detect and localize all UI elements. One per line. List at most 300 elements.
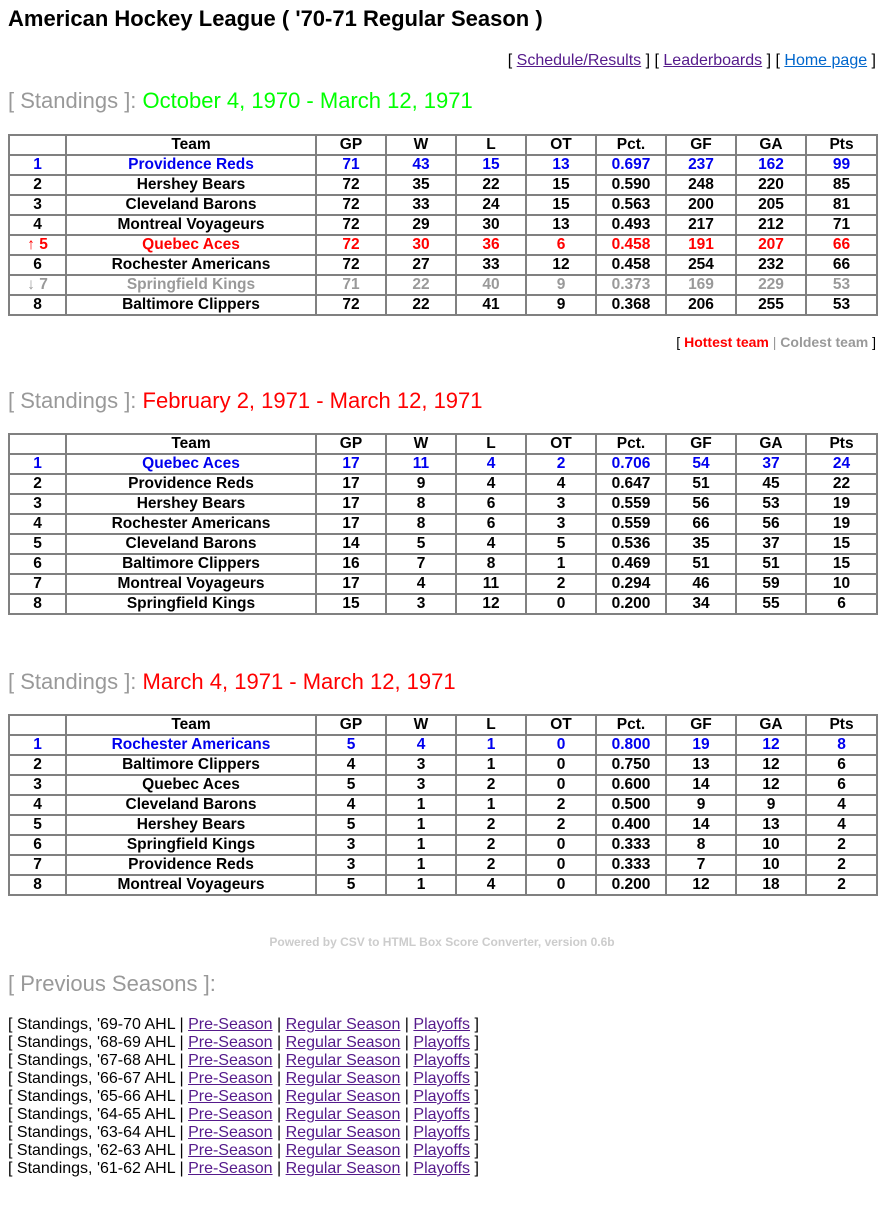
table-row: [9, 775, 877, 795]
ot-cell: 2: [526, 454, 596, 474]
bracket-close: ]: [470, 1034, 479, 1051]
gp-cell: 71: [316, 275, 386, 295]
ot-cell: 2: [526, 795, 596, 815]
season-label: [ Standings, '63-64 AHL |: [8, 1124, 189, 1141]
playoffs-link[interactable]: Playoffs: [413, 1016, 471, 1033]
ot-cell: 2: [526, 574, 596, 594]
rank-cell: [9, 255, 66, 275]
table-row: [9, 815, 877, 835]
gf-cell: 14: [666, 815, 736, 835]
w-cell: 3: [386, 594, 456, 614]
ga-cell: 59: [736, 574, 806, 594]
table-row: [9, 215, 877, 235]
team-cell: Quebec Aces: [66, 775, 316, 795]
pct-cell: 0.559: [596, 514, 666, 534]
ot-cell: 2: [526, 815, 596, 835]
previous-season-row: [8, 1052, 479, 1070]
separator: |: [400, 1124, 414, 1141]
pre-season-link[interactable]: Pre-Season: [188, 1070, 273, 1087]
column-header-pts: Pts: [806, 715, 877, 735]
ot-cell: 0: [526, 735, 596, 755]
ot-cell: 5: [526, 534, 596, 554]
separator: |: [272, 1088, 286, 1105]
ot-cell: 0: [526, 755, 596, 775]
pct-cell: 0.697: [596, 155, 666, 175]
table-row: [9, 835, 877, 855]
legend-bracket: ]: [868, 334, 876, 350]
team-cell: Baltimore Clippers: [66, 295, 316, 315]
pct-cell: 0.800: [596, 735, 666, 755]
pct-cell: 0.559: [596, 494, 666, 514]
rank-value: 1: [33, 736, 42, 753]
pts-cell: 81: [806, 195, 877, 215]
column-header-gp: GP: [316, 135, 386, 155]
gp-cell: 17: [316, 574, 386, 594]
column-header-team: Team: [66, 715, 316, 735]
rank-value: 8: [33, 296, 42, 313]
season-label: [ Standings, '67-68 AHL |: [8, 1052, 189, 1069]
table-row: [9, 155, 877, 175]
ga-cell: 51: [736, 554, 806, 574]
regular-season-link[interactable]: Regular Season: [285, 1160, 401, 1177]
team-cell: Quebec Aces: [66, 235, 316, 255]
pts-cell: 6: [806, 775, 877, 795]
bracket-text: ]: [867, 52, 876, 69]
l-cell: 1: [456, 735, 526, 755]
ot-cell: 1: [526, 554, 596, 574]
playoffs-link[interactable]: Playoffs: [413, 1088, 471, 1105]
team-cell: Montreal Voyageurs: [66, 215, 316, 235]
gf-cell: 12: [666, 875, 736, 895]
separator: |: [272, 1034, 286, 1051]
team-cell: Springfield Kings: [66, 835, 316, 855]
gf-cell: 54: [666, 454, 736, 474]
gp-cell: 15: [316, 594, 386, 614]
table-row: [9, 795, 877, 815]
gp-cell: 5: [316, 735, 386, 755]
team-cell: Springfield Kings: [66, 594, 316, 614]
w-cell: 4: [386, 574, 456, 594]
column-header-l: L: [456, 715, 526, 735]
gp-cell: 16: [316, 554, 386, 574]
column-header-pts: Pts: [806, 135, 877, 155]
gp-cell: 72: [316, 295, 386, 315]
period-range: October 4, 1970 - March 12, 1971: [142, 88, 473, 113]
rank-value: 5: [39, 236, 48, 253]
ga-cell: 12: [736, 755, 806, 775]
previous-season-row: [8, 1034, 479, 1052]
column-header-pct: Pct.: [596, 715, 666, 735]
regular-season-link[interactable]: Regular Season: [285, 1052, 401, 1069]
w-cell: 22: [386, 275, 456, 295]
column-header-rank: [9, 135, 66, 155]
column-header-ga: GA: [736, 434, 806, 454]
team-cell: Rochester Americans: [66, 735, 316, 755]
table-row: [9, 255, 877, 275]
w-cell: 43: [386, 155, 456, 175]
team-cell: Cleveland Barons: [66, 534, 316, 554]
gp-cell: 14: [316, 534, 386, 554]
pre-season-link[interactable]: Pre-Season: [188, 1142, 273, 1159]
pct-cell: 0.590: [596, 175, 666, 195]
column-header-pct: Pct.: [596, 434, 666, 454]
playoffs-link[interactable]: Playoffs: [413, 1070, 471, 1087]
rank-cell: [9, 755, 66, 775]
l-cell: 41: [456, 295, 526, 315]
home-page-link[interactable]: Home page: [784, 52, 868, 69]
pre-season-link[interactable]: Pre-Season: [188, 1052, 273, 1069]
regular-season-link[interactable]: Regular Season: [285, 1034, 401, 1051]
team-cell: Baltimore Clippers: [66, 554, 316, 574]
rank-value: 7: [33, 575, 42, 592]
w-cell: 33: [386, 195, 456, 215]
team-cell: Providence Reds: [66, 155, 316, 175]
ga-cell: 205: [736, 195, 806, 215]
pts-cell: 53: [806, 295, 877, 315]
w-cell: 1: [386, 815, 456, 835]
pts-cell: 53: [806, 275, 877, 295]
rank-cell: [9, 795, 66, 815]
separator: |: [272, 1070, 286, 1087]
standings-label: [ Standings ]:: [8, 388, 137, 413]
pre-season-link[interactable]: Pre-Season: [188, 1160, 273, 1177]
standings-table: [8, 134, 878, 316]
header-row: [9, 715, 877, 735]
ga-cell: 10: [736, 855, 806, 875]
ga-cell: 162: [736, 155, 806, 175]
team-cell: Quebec Aces: [66, 454, 316, 474]
column-header-w: W: [386, 434, 456, 454]
rank-value: 6: [33, 256, 42, 273]
l-cell: 4: [456, 474, 526, 494]
leaderboards-link[interactable]: Leaderboards: [663, 52, 763, 69]
column-header-ot: OT: [526, 434, 596, 454]
gf-cell: 34: [666, 594, 736, 614]
pts-cell: 85: [806, 175, 877, 195]
l-cell: 2: [456, 855, 526, 875]
ot-cell: 0: [526, 835, 596, 855]
l-cell: 40: [456, 275, 526, 295]
ga-cell: 10: [736, 835, 806, 855]
ga-cell: 12: [736, 735, 806, 755]
regular-season-link[interactable]: Regular Season: [285, 1106, 401, 1123]
season-label: [ Standings, '62-63 AHL |: [8, 1142, 189, 1159]
separator: |: [400, 1034, 414, 1051]
gf-cell: 200: [666, 195, 736, 215]
rank-cell: [9, 514, 66, 534]
rank-cell: [9, 454, 66, 474]
pts-cell: 22: [806, 474, 877, 494]
section-heading-since-march: [8, 669, 456, 695]
pts-cell: 66: [806, 255, 877, 275]
pts-cell: 99: [806, 155, 877, 175]
table-row: [9, 454, 877, 474]
gf-cell: 206: [666, 295, 736, 315]
l-cell: 33: [456, 255, 526, 275]
season-label: [ Standings, '65-66 AHL |: [8, 1088, 189, 1105]
separator: |: [272, 1142, 286, 1159]
ga-cell: 255: [736, 295, 806, 315]
pts-cell: 2: [806, 875, 877, 895]
column-header-team: Team: [66, 434, 316, 454]
pct-cell: 0.647: [596, 474, 666, 494]
gf-cell: 51: [666, 554, 736, 574]
l-cell: 4: [456, 454, 526, 474]
ga-cell: 232: [736, 255, 806, 275]
previous-season-row: [8, 1070, 479, 1088]
l-cell: 4: [456, 875, 526, 895]
pct-cell: 0.373: [596, 275, 666, 295]
gf-cell: 7: [666, 855, 736, 875]
schedule-results-link[interactable]: Schedule/Results: [516, 52, 642, 69]
bracket-close: ]: [470, 1106, 479, 1123]
team-cell: Hershey Bears: [66, 815, 316, 835]
rank-cell: [9, 574, 66, 594]
rank-value: 5: [33, 535, 42, 552]
w-cell: 3: [386, 755, 456, 775]
pct-cell: 0.469: [596, 554, 666, 574]
gf-cell: 14: [666, 775, 736, 795]
l-cell: 36: [456, 235, 526, 255]
section-heading-since-february: [8, 388, 483, 414]
previous-season-row: [8, 1106, 479, 1124]
l-cell: 11: [456, 574, 526, 594]
pts-cell: 4: [806, 795, 877, 815]
table-row: [9, 474, 877, 494]
rank-value: 4: [33, 216, 42, 233]
column-header-gf: GF: [666, 715, 736, 735]
rank-cell: [9, 494, 66, 514]
pre-season-link[interactable]: Pre-Season: [188, 1124, 273, 1141]
legend-coldest-team: Coldest team: [780, 334, 869, 350]
gp-cell: 5: [316, 815, 386, 835]
bracket-close: ]: [470, 1070, 479, 1087]
pre-season-link[interactable]: Pre-Season: [188, 1106, 273, 1123]
l-cell: 2: [456, 815, 526, 835]
bracket-text: [: [507, 52, 517, 69]
pct-cell: 0.458: [596, 255, 666, 275]
table-row: [9, 514, 877, 534]
rank-value: 1: [33, 156, 42, 173]
pre-season-link[interactable]: Pre-Season: [188, 1016, 273, 1033]
season-label: [ Standings, '61-62 AHL |: [8, 1160, 189, 1177]
header-row: [9, 135, 877, 155]
column-header-l: L: [456, 434, 526, 454]
rank-cell: [9, 554, 66, 574]
regular-season-link[interactable]: Regular Season: [285, 1124, 401, 1141]
team-cell: Cleveland Barons: [66, 795, 316, 815]
ot-cell: 0: [526, 594, 596, 614]
pts-cell: 66: [806, 235, 877, 255]
ga-cell: 207: [736, 235, 806, 255]
gp-cell: 72: [316, 235, 386, 255]
l-cell: 24: [456, 195, 526, 215]
gf-cell: 66: [666, 514, 736, 534]
w-cell: 11: [386, 454, 456, 474]
team-cell: Rochester Americans: [66, 514, 316, 534]
rank-cell: [9, 474, 66, 494]
ga-cell: 12: [736, 775, 806, 795]
l-cell: 1: [456, 795, 526, 815]
ga-cell: 9: [736, 795, 806, 815]
l-cell: 15: [456, 155, 526, 175]
rank-cell: [9, 534, 66, 554]
w-cell: 29: [386, 215, 456, 235]
l-cell: 8: [456, 554, 526, 574]
rank-value: 1: [33, 455, 42, 472]
table-row: [9, 855, 877, 875]
gf-cell: 51: [666, 474, 736, 494]
w-cell: 30: [386, 235, 456, 255]
column-header-rank: [9, 715, 66, 735]
table-row: [9, 235, 877, 255]
pts-cell: 24: [806, 454, 877, 474]
gp-cell: 17: [316, 494, 386, 514]
separator: |: [272, 1106, 286, 1123]
column-header-l: L: [456, 135, 526, 155]
previous-seasons-list: [8, 1016, 479, 1178]
rank-value: 3: [33, 776, 42, 793]
team-cell: Providence Reds: [66, 855, 316, 875]
previous-season-row: [8, 1142, 479, 1160]
gp-cell: 72: [316, 175, 386, 195]
ga-cell: 212: [736, 215, 806, 235]
arrow-up-icon: ↑: [27, 236, 35, 253]
column-header-rank: [9, 434, 66, 454]
pct-cell: 0.368: [596, 295, 666, 315]
w-cell: 22: [386, 295, 456, 315]
rank-cell: [9, 735, 66, 755]
bracket-close: ]: [470, 1088, 479, 1105]
ot-cell: 0: [526, 775, 596, 795]
powered-by-footer: Powered by CSV to HTML Box Score Converter, version 0.6b: [269, 935, 615, 949]
table-row: [9, 175, 877, 195]
playoffs-link[interactable]: Playoffs: [413, 1034, 471, 1051]
season-label: [ Standings, '69-70 AHL |: [8, 1016, 189, 1033]
w-cell: 9: [386, 474, 456, 494]
gf-cell: 56: [666, 494, 736, 514]
bracket-close: ]: [470, 1052, 479, 1069]
rank-cell: [9, 815, 66, 835]
pct-cell: 0.536: [596, 534, 666, 554]
pct-cell: 0.333: [596, 855, 666, 875]
standings-table: [8, 433, 878, 615]
gp-cell: 4: [316, 755, 386, 775]
top-navigation: [508, 52, 876, 70]
pts-cell: 2: [806, 855, 877, 875]
regular-season-link[interactable]: Regular Season: [285, 1070, 401, 1087]
arrow-down-icon: ↓: [27, 276, 35, 293]
regular-season-link[interactable]: Regular Season: [285, 1016, 401, 1033]
pts-cell: 19: [806, 514, 877, 534]
team-cell: Cleveland Barons: [66, 195, 316, 215]
period-range: March 4, 1971 - March 12, 1971: [142, 669, 456, 694]
bracket-text: ] [: [641, 52, 664, 69]
rank-value: 2: [33, 756, 42, 773]
l-cell: 6: [456, 514, 526, 534]
playoffs-link[interactable]: Playoffs: [413, 1106, 471, 1123]
rank-cell: [9, 775, 66, 795]
w-cell: 1: [386, 875, 456, 895]
gp-cell: 17: [316, 474, 386, 494]
pts-cell: 19: [806, 494, 877, 514]
regular-season-link[interactable]: Regular Season: [285, 1088, 401, 1105]
gf-cell: 248: [666, 175, 736, 195]
gf-cell: 191: [666, 235, 736, 255]
team-cell: Hershey Bears: [66, 175, 316, 195]
playoffs-link[interactable]: Playoffs: [413, 1124, 471, 1141]
team-cell: Providence Reds: [66, 474, 316, 494]
w-cell: 8: [386, 494, 456, 514]
ga-cell: 220: [736, 175, 806, 195]
gp-cell: 17: [316, 514, 386, 534]
column-header-ot: OT: [526, 135, 596, 155]
rank-cell: [9, 175, 66, 195]
period-range: February 2, 1971 - March 12, 1971: [142, 388, 483, 413]
column-header-gf: GF: [666, 135, 736, 155]
l-cell: 1: [456, 755, 526, 775]
rank-value: 6: [33, 836, 42, 853]
table-row: [9, 875, 877, 895]
w-cell: 3: [386, 775, 456, 795]
rank-cell: [9, 215, 66, 235]
legend-separator: |: [768, 334, 781, 350]
l-cell: 2: [456, 775, 526, 795]
previous-season-row: [8, 1016, 479, 1034]
playoffs-link[interactable]: Playoffs: [413, 1052, 471, 1069]
l-cell: 6: [456, 494, 526, 514]
gp-cell: 71: [316, 155, 386, 175]
team-cell: Springfield Kings: [66, 275, 316, 295]
pts-cell: 6: [806, 755, 877, 775]
pct-cell: 0.200: [596, 875, 666, 895]
pre-season-link[interactable]: Pre-Season: [188, 1088, 273, 1105]
ot-cell: 15: [526, 195, 596, 215]
playoffs-link[interactable]: Playoffs: [413, 1160, 471, 1177]
separator: |: [400, 1016, 414, 1033]
playoffs-link[interactable]: Playoffs: [413, 1142, 471, 1159]
gp-cell: 72: [316, 255, 386, 275]
gf-cell: 19: [666, 735, 736, 755]
pts-cell: 2: [806, 835, 877, 855]
ot-cell: 3: [526, 494, 596, 514]
gp-cell: 72: [316, 195, 386, 215]
rank-value: 8: [33, 876, 42, 893]
separator: |: [400, 1106, 414, 1123]
rank-value: 2: [33, 475, 42, 492]
previous-seasons-label: [ Previous Seasons ]:: [8, 971, 216, 996]
column-header-ot: OT: [526, 715, 596, 735]
gf-cell: 217: [666, 215, 736, 235]
pts-cell: 4: [806, 815, 877, 835]
column-header-gp: GP: [316, 715, 386, 735]
pct-cell: 0.750: [596, 755, 666, 775]
regular-season-link[interactable]: Regular Season: [285, 1142, 401, 1159]
pre-season-link[interactable]: Pre-Season: [188, 1034, 273, 1051]
gf-cell: 237: [666, 155, 736, 175]
column-header-pct: Pct.: [596, 135, 666, 155]
rank-cell: [9, 875, 66, 895]
pts-cell: 6: [806, 594, 877, 614]
ot-cell: 15: [526, 175, 596, 195]
table-row: [9, 534, 877, 554]
pct-cell: 0.333: [596, 835, 666, 855]
separator: |: [272, 1124, 286, 1141]
team-cell: Montreal Voyageurs: [66, 574, 316, 594]
rank-value: 3: [33, 196, 42, 213]
previous-season-row: [8, 1088, 479, 1106]
separator: |: [400, 1142, 414, 1159]
